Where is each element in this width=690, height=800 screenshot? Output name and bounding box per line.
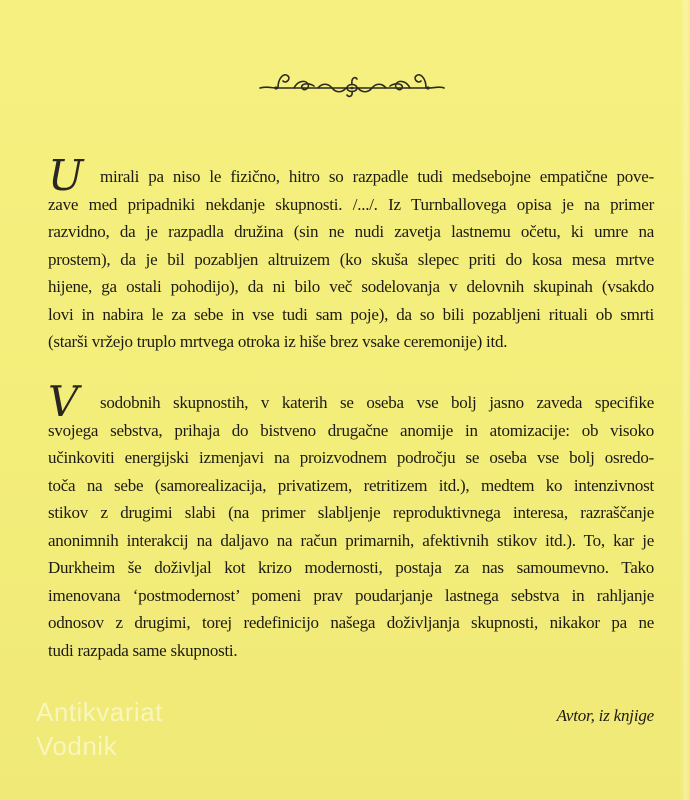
paragraph-2 [48, 377, 654, 664]
drop-cap-initial: V [48, 377, 79, 426]
attribution: Avtor, iz knjige [556, 706, 654, 725]
text-line: prostem), da je bil pozabljen altruizem (ko skuša slepec priti do kosa mesa mrtve [48, 249, 654, 269]
text-line: Durkheim še doživljal kot krizo modernosti, postaja za nas samoumevno. Tako [48, 558, 654, 577]
text-line: sodobnih skupnostih, v katerih se oseba vse bolj jasno zaveda specifike [100, 393, 654, 412]
paragraph-1 [48, 151, 654, 356]
text-line: hijene, ga ostali pohodijo), da ni bilo več sodelovanja v delovnih skupinah (vsakdo [48, 277, 654, 296]
text-line: imenovana ‘postmodernost’ pomeni prav poudarjanje lastnega sebstva in rahljanje [48, 585, 654, 605]
text-line: lovi in nabira le za sebe in vse tudi sam poje), da so bili pozabljeni rituali ob smrti [48, 304, 654, 324]
text-line: svojega sebstva, prihaja do bistveno drugačne anomije in atomizacije: ob visoko [48, 420, 654, 440]
text-line: zave med pripadniki nekdanje skupnosti. /.../. Iz Turnballovega opisa je na primer [48, 194, 654, 214]
watermark-line: Vodnik [36, 731, 118, 761]
text-line: stikov z drugimi slabi (na primer slabljenje reproduktivnega interesa, razraščanje [48, 503, 654, 522]
text-line: anonimnih interakcij na daljavo na račun primarnih, afektivnih stikov itd.). To, kar je [48, 530, 654, 550]
text-line: učinkoviti energijski izmenjavi na proizvodnem področju se oseba vse bolj osredo- [48, 448, 654, 467]
flourish-divider-icon [258, 66, 446, 100]
cover-edge-highlight [680, 0, 690, 800]
text-line: toča na sebe (samorealizacija, privatizem, retritizem itd.), medtem ko intenzivnost [48, 475, 654, 495]
text-line: razvidno, da je razpadla družina (sin ne nudi zavetja lastnemu očetu, ki umre na [48, 222, 654, 241]
text-line: tudi razpada same skupnosti. [48, 640, 238, 660]
drop-cap-initial: U [48, 151, 84, 200]
watermark-line: Antikvariat [36, 697, 163, 727]
watermark [36, 695, 163, 763]
text-line: mirali pa niso le fizično, hitro so razpadle tudi medsebojne empatične pove- [100, 167, 654, 186]
text-line: (starši vržejo truplo mrtvega otroka iz hiše brez vsake ceremonije) itd. [48, 332, 508, 351]
text-line: odnosov z drugimi, torej redefinicijo našega doživljanja skupnosti, nikakor pa ne [48, 613, 654, 632]
